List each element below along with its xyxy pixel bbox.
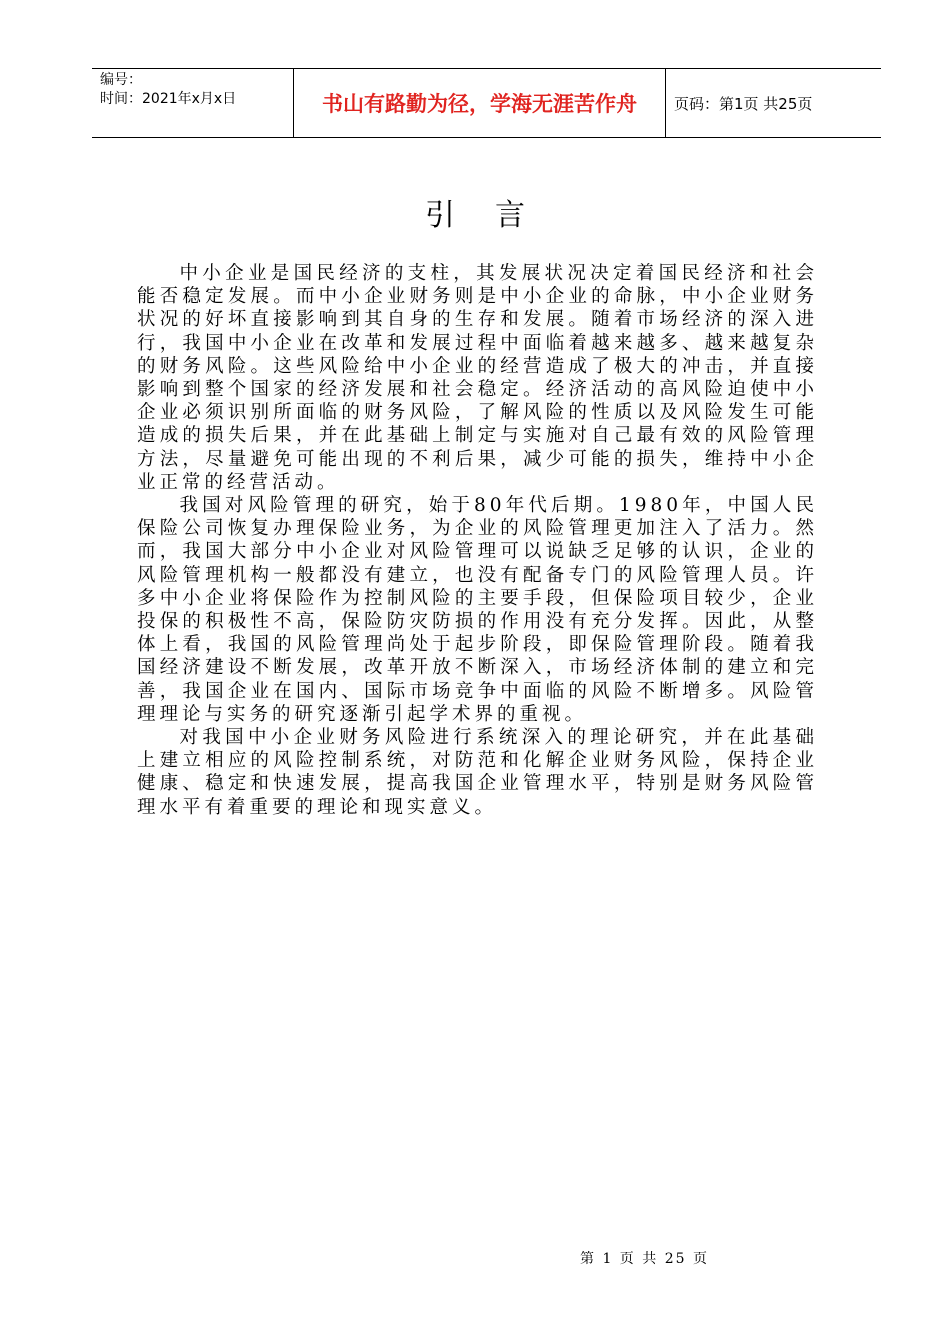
header-page-info: 页码：第1页 共25页 [674,94,813,113]
time-label: 时间：2021年x月x日 [100,91,237,107]
paragraph-1: 中小企业是国民经济的支柱，其发展状况决定着国民经济和社会能否稳定发展。而中小企业财务则是中小企业的命脉，中小企业财务状况的好坏直接影响到其自身的生存和发展。随着市场经济的深入进行，我国中小企业在改革和发展过程中面临着越来越多、越来越复杂的财务风险。这些风险给中小企业的经营造成了极大的冲击，并直接影响到整个国家的经济发展和社会稳定。经济活动的高风险迫使中小企业必须识别所面临的财务风险，了解风险的性质以及风险发生可能造成的损失后果，并在此基础上制定与实施对自己最有效的风险管理方法，尽量避免可能出现的不利后果，减少可能的损失，维持中小企业正常的经营活动。 [137,263,818,493]
paragraph-3: 对我国中小企业财务风险进行系统深入的理论研究，并在此基础上建立相应的风险控制系统，对防范和化解企业财务风险，保持企业健康、稳定和快速发展，提高我国企业管理水平，特别是财务风险管理水平有着重要的理论和现实意义。 [137,727,818,818]
page-footer: 第 1 页 共 25 页 [580,1251,709,1267]
header-motto: 书山有路勤为径，学海无涯苦作舟 [293,69,666,137]
body-text [137,262,818,819]
page-title: 引言 [425,198,565,233]
header-meta [92,69,293,137]
number-label: 编号： [100,72,142,88]
paragraph-2: 我国对风险管理的研究，始于80年代后期。1980年，中国人民保险公司恢复办理保险业务，为企业的风险管理更加注入了活力。然而，我国大部分中小企业对风险管理可以说缺乏足够的认识，企业的风险管理机构一般都没有建立，也没有配备专门的风险管理人员。许多中小企业将保险作为控制风险的主要手段，但保险项目较少，企业投保的积极性不高，保险防灾防损的作用没有充分发挥。因此，从整体上看，我国的风险管理尚处于起步阶段，即保险管理阶段。随着我国经济建设不断发展，改革开放不断深入，市场经济体制的建立和完善，我国企业在国内、国际市场竞争中面临的风险不断增多。风险管理理论与实务的研究逐渐引起学术界的重视。 [137,495,818,725]
header-table [92,68,881,138]
